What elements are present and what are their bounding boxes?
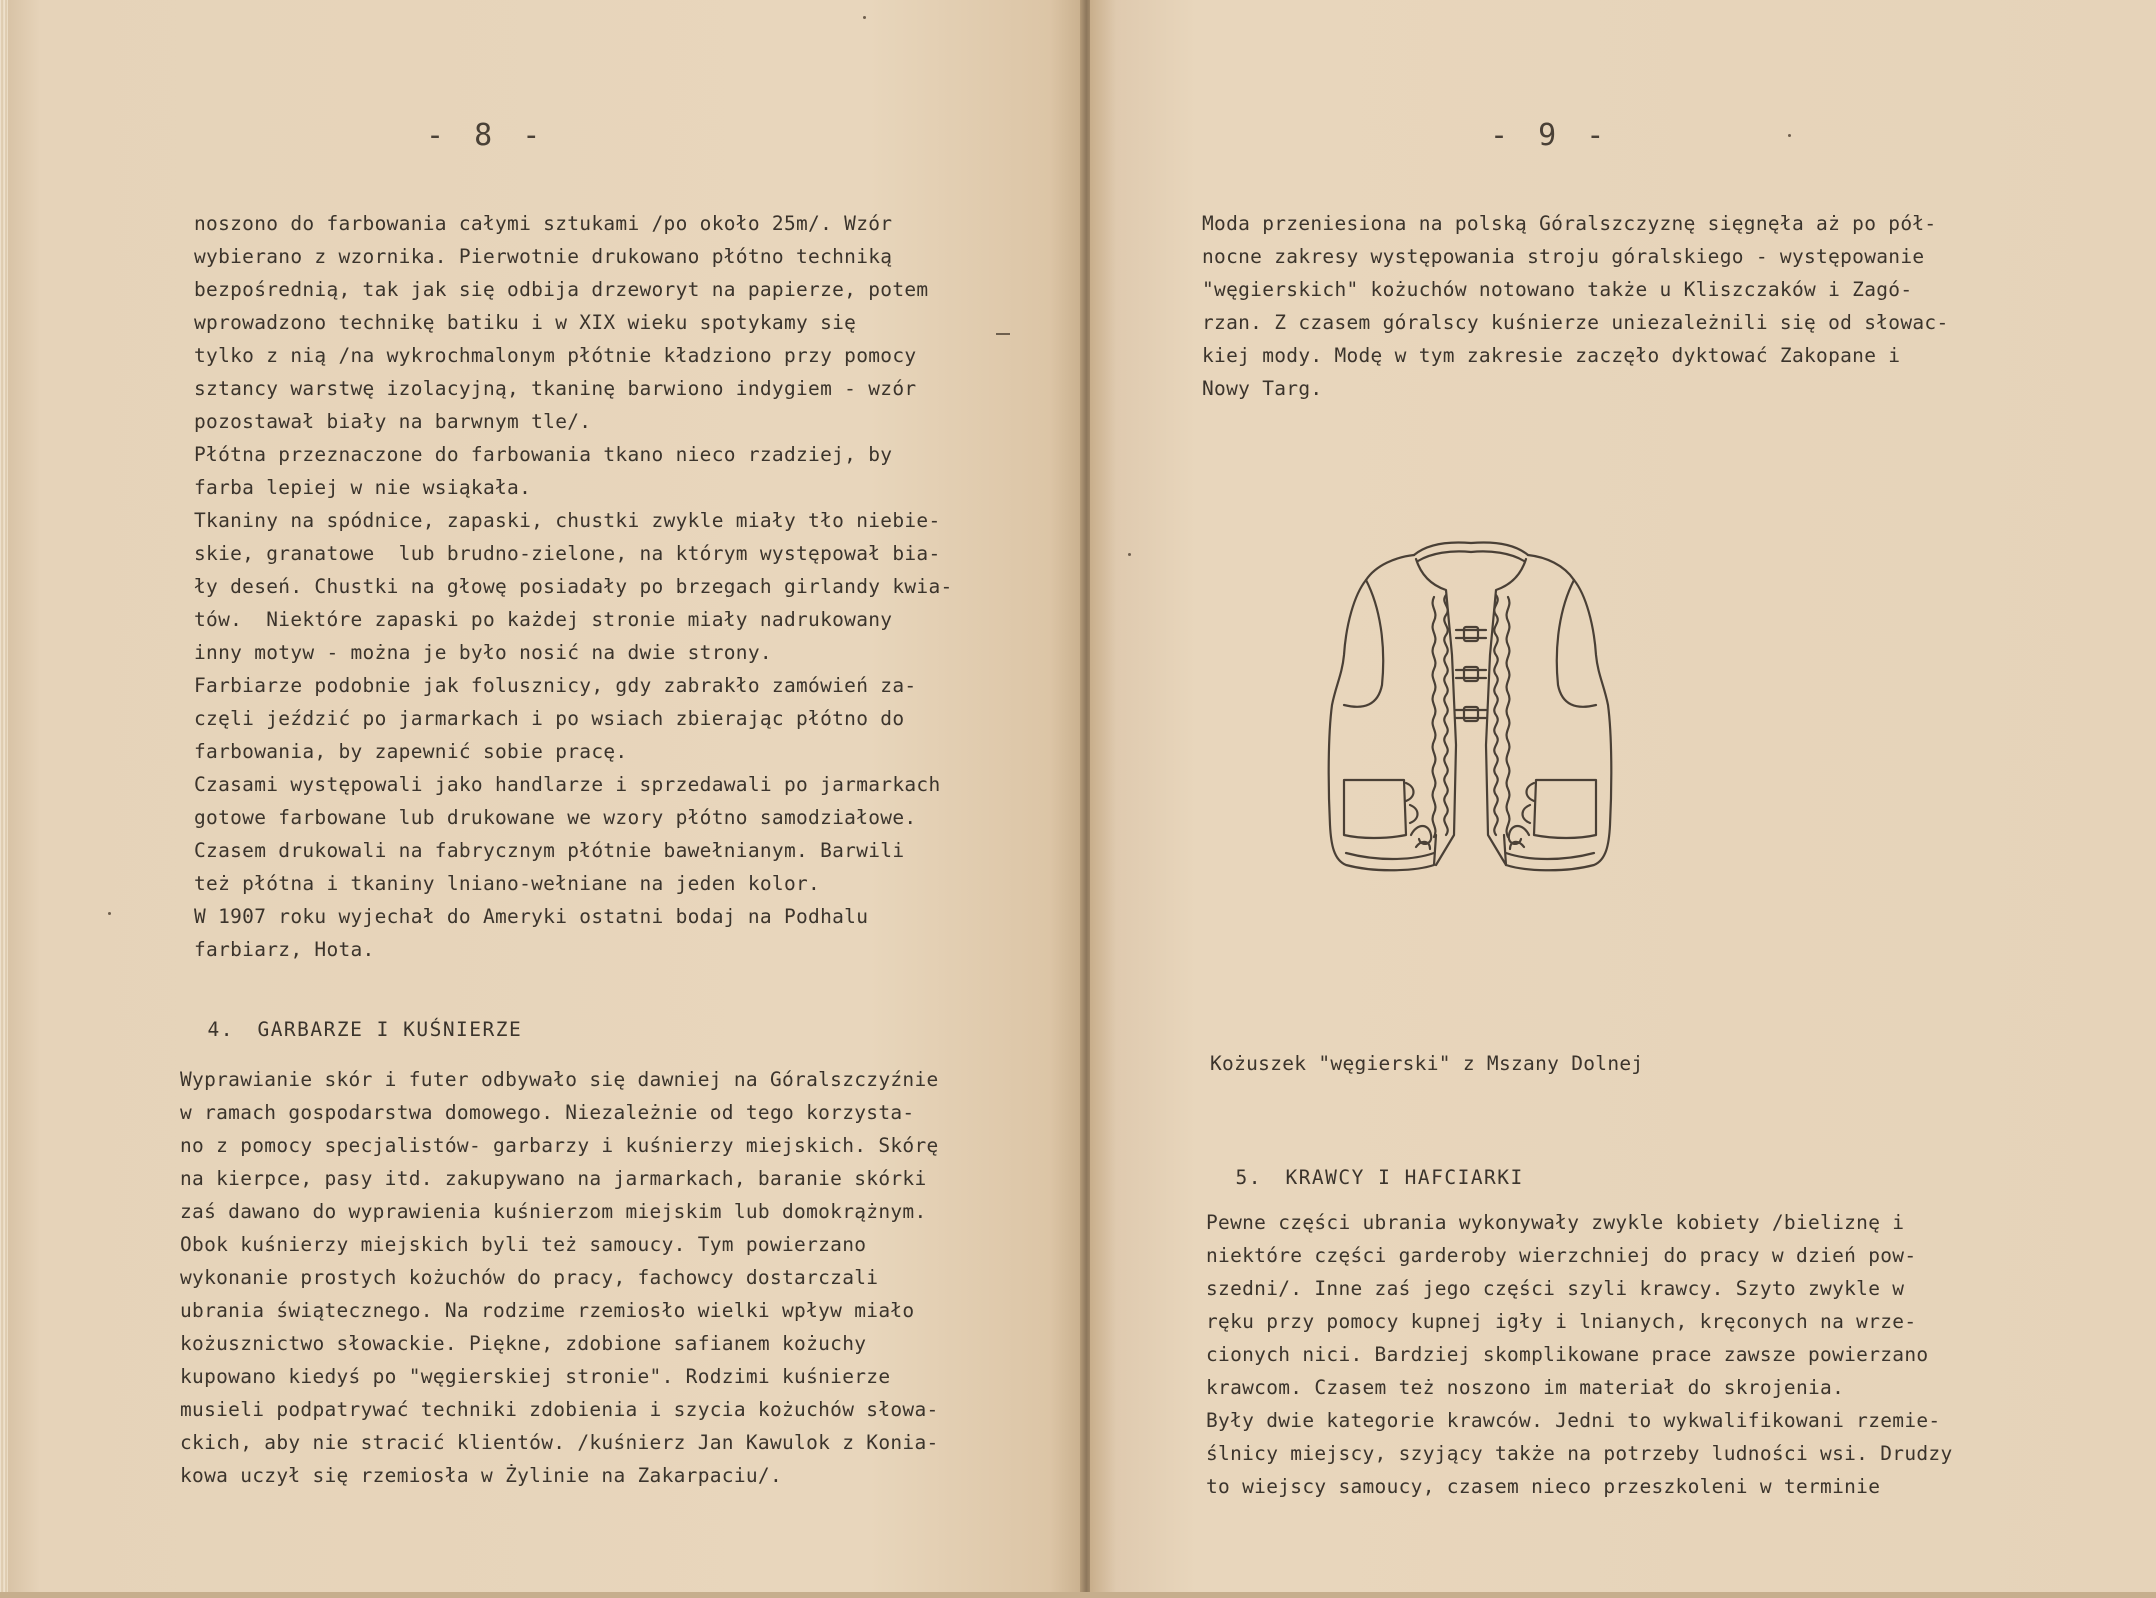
text-line: farbiarz, Hota. — [194, 938, 375, 961]
text-line: wybierano z wzornika. Pierwotnie drukowano płótno techniką — [194, 245, 893, 268]
text-line: Czasami występowali jako handlarze i sprzedawali po jarmarkach — [194, 773, 941, 796]
text-line: wprowadzono technikę batiku i w XIX wieku spotykamy się — [194, 311, 857, 334]
text-line: Pewne części ubrania wykonywały zwykle kobiety /bieliznę i — [1206, 1211, 1905, 1234]
text-line: kiej mody. Modę w tym zakresie zaczęło dyktować Zakopane i — [1202, 344, 1901, 367]
text-line: nocne zakresy występowania stroju góralskiego - występowanie — [1202, 245, 1925, 268]
text-line: kożusznictwo słowackie. Piękne, zdobione safianem kożuchy — [180, 1332, 867, 1355]
text-line: skie, granatowe lub brudno-zielone, na którym występował bia- — [194, 542, 941, 565]
text-line: zaś dawano do wyprawienia kuśnierzom miejskim lub domokrążnym. — [180, 1200, 927, 1223]
section-title: GARBARZE I KUŚNIERZE — [257, 1018, 523, 1041]
text-line: Płótna przeznaczone do farbowania tkano nieco rzadziej, by — [194, 443, 893, 466]
text-line: gotowe farbowane lub drukowane we wzory płótno samodziałowe. — [194, 806, 917, 829]
text-line: noszono do farbowania całymi sztukami /po około 25m/. Wzór — [194, 212, 893, 235]
text-line: inny motyw - można je było nosić na dwie strony. — [194, 641, 772, 664]
text-line: ckich, aby nie stracić klientów. /kuśnierz Jan Kawulok z Konia- — [180, 1431, 939, 1454]
text-line: sztancy warstwę izolacyjną, tkaninę barwiono indygiem - wzór — [194, 377, 917, 400]
text-line: tów. Niektóre zapaski po każdej stronie miały nadrukowany — [194, 608, 893, 631]
text-line: na kierpce, pasy itd. zakupywano na jarmarkach, baranie skórki — [180, 1167, 927, 1190]
paper-speck — [108, 912, 111, 915]
text-line: musieli podpatrywać techniki zdobienia i szycia kożuchów słowa- — [180, 1398, 939, 1421]
paragraph-fashion — [1202, 207, 1948, 405]
text-line: ły deseń. Chustki na głowę posiadały po brzegach girlandy kwia- — [194, 575, 953, 598]
right-page — [1090, 0, 2156, 1598]
section-heading-5 — [1156, 1143, 1524, 1212]
text-line: farbowania, by zapewnić sobie pracę. — [194, 740, 628, 763]
paragraph-dyeing — [194, 207, 953, 966]
paper-mark — [996, 333, 1010, 335]
text-line: "węgierskich" kożuchów notowano także u Kliszczaków i Zagó- — [1202, 278, 1913, 301]
text-line: niektóre części garderoby wierzchniej do pracy w dzień pow- — [1206, 1244, 1917, 1267]
text-line: to wiejscy samoucy, czasem nieco przeszkoleni w terminie — [1206, 1475, 1881, 1498]
paragraph-tanners — [180, 1063, 939, 1492]
paper-speck — [863, 16, 866, 19]
text-line: farba lepiej w nie wsiąkała. — [194, 476, 532, 499]
text-line: bezpośrednią, tak jak się odbija drzeworyt na papierze, potem — [194, 278, 929, 301]
text-line: W 1907 roku wyjechał do Ameryki ostatni bodaj na Podhalu — [194, 905, 869, 928]
text-line: szedni/. Inne zaś jego części szyli krawcy. Szyto zwykle w — [1206, 1277, 1905, 1300]
paragraph-tailors — [1206, 1206, 1952, 1503]
text-line: Obok kuśnierzy miejskich byli też samoucy. Tym powierzano — [180, 1233, 867, 1256]
vest-drawing-icon — [1306, 535, 1636, 895]
text-line: Nowy Targ. — [1202, 377, 1323, 400]
text-line: ręku przy pomocy kupnej igły i lnianych, kręconych na wrze- — [1206, 1310, 1917, 1333]
page-number: - 8 - — [426, 118, 547, 153]
text-line: Wyprawianie skór i futer odbywało się dawniej na Góralszczyźnie — [180, 1068, 939, 1091]
figure-caption: Kożuszek "węgierski" z Mszany Dolnej — [1210, 1052, 1644, 1075]
book-bottom-edge — [0, 1592, 2156, 1598]
text-line: Czasem drukowali na fabrycznym płótnie bawełnianym. Barwili — [194, 839, 905, 862]
left-page — [8, 0, 1084, 1598]
text-line: cionych nici. Bardziej skomplikowane prace zawsze powierzano — [1206, 1343, 1929, 1366]
paper-speck — [1128, 553, 1131, 556]
text-line: kowa uczył się rzemiosła w Żylinie na Zakarpaciu/. — [180, 1464, 782, 1487]
text-line: też płótna i tkaniny lniano-wełniane na jeden kolor. — [194, 872, 821, 895]
text-line: rzan. Z czasem góralscy kuśnierze uniezależnili się od słowac- — [1202, 311, 1949, 334]
text-line: wykonanie prostych kożuchów do pracy, fachowcy dostarczali — [180, 1266, 879, 1289]
text-line: Moda przeniesiona na polską Góralszczyznę sięgnęła aż po pół- — [1202, 212, 1937, 235]
text-line: Były dwie kategorie krawców. Jedni to wykwalifikowani rzemie- — [1206, 1409, 1941, 1432]
text-line: częli jeździć po jarmarkach i po wsiach zbierając płótno do — [194, 707, 905, 730]
paper-speck — [1788, 134, 1791, 137]
text-line: krawcom. Czasem też noszono im materiał do skrojenia. — [1206, 1376, 1845, 1399]
section-title: KRAWCY I HAFCIARKI — [1285, 1166, 1524, 1189]
text-line: kupowano kiedyś po "węgierskiej stronie". Rodzimi kuśnierze — [180, 1365, 891, 1388]
text-line: Farbiarze podobnie jak folusznicy, gdy zabrakło zamówień za- — [194, 674, 917, 697]
section-number: 4. — [207, 1018, 234, 1041]
section-heading-4 — [128, 995, 522, 1064]
section-number: 5. — [1235, 1166, 1262, 1189]
text-line: w ramach gospodarstwa domowego. Niezależnie od tego korzysta- — [180, 1101, 915, 1124]
page-number: - 9 - — [1490, 118, 1611, 153]
text-line: no z pomocy specjalistów- garbarzy i kuśnierzy miejskich. Skórę — [180, 1134, 939, 1157]
text-line: ślnicy miejscy, szyjący także na potrzeby ludności wsi. Drudzy — [1206, 1442, 1953, 1465]
text-line: Tkaniny na spódnice, zapaski, chustki zwykle miały tło niebie- — [194, 509, 941, 532]
text-line: pozostawał biały na barwnym tle/. — [194, 410, 592, 433]
text-line: ubrania świątecznego. Na rodzime rzemiosło wielki wpływ miało — [180, 1299, 915, 1322]
text-line: tylko z nią /na wykrochmalonym płótnie kładziono przy pomocy — [194, 344, 917, 367]
